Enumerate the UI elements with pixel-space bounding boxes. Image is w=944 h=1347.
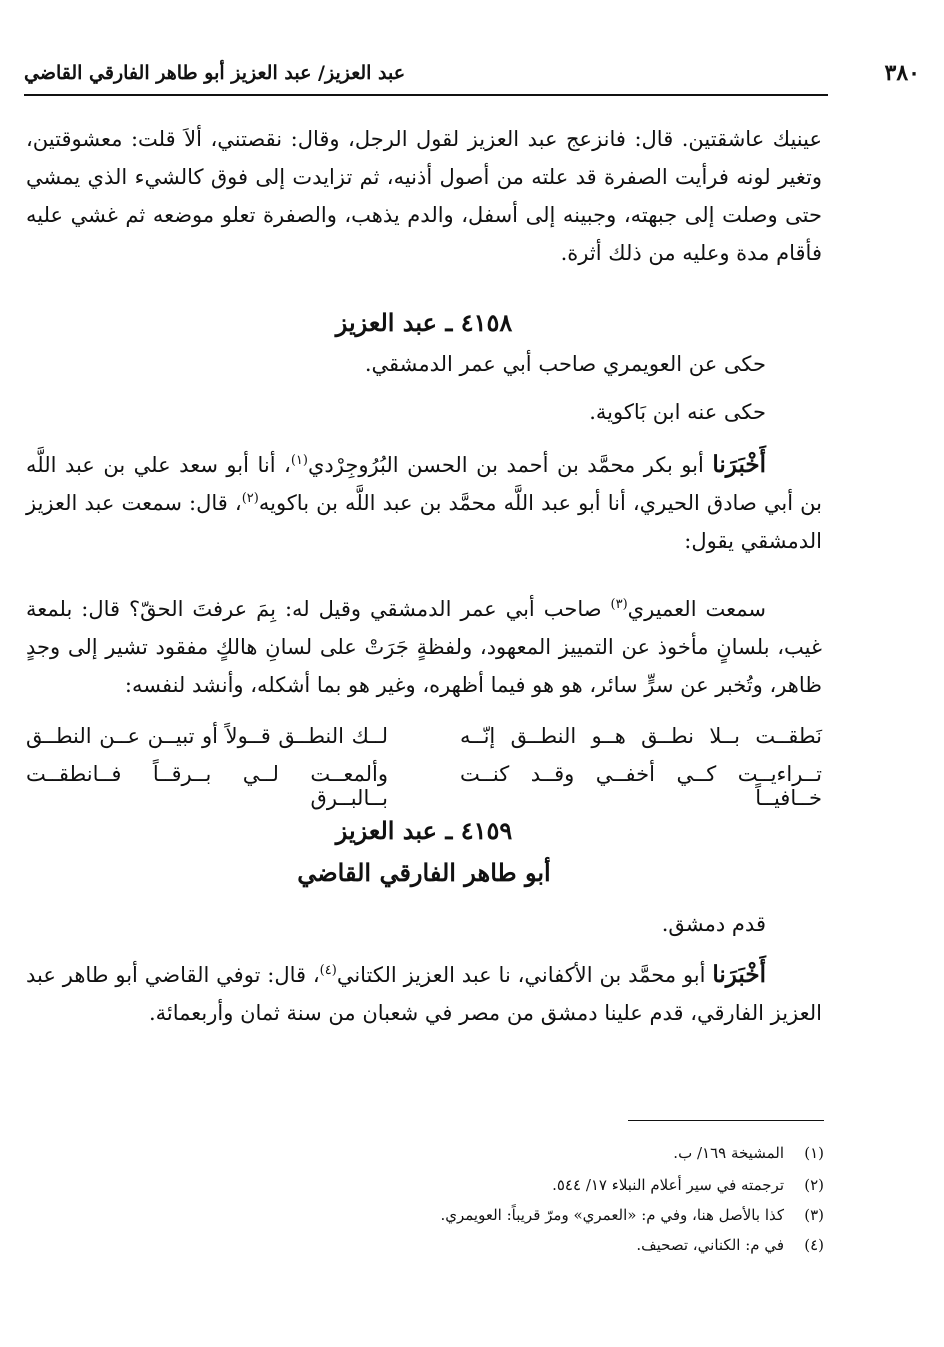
- report-text-a: سمعت العميري: [627, 597, 766, 621]
- entry-4159-isnad: [26, 956, 822, 1032]
- footnote-text: في م: الكناني، تصحيف.: [636, 1236, 784, 1254]
- intro-paragraph: عينيك عاشقتين. قال: فانزعج عبد العزيز لقول الرجل، وقال: نقصتني، ألاَ قلت: معشوقتين، وتغير لونه فرأيت الصفرة قد علته من أصول أذنيه، ثم تزايدت إلى فوق كالشيء الذي يمشي حتى وصلت إلى جبهته، وجبينه إلى أسفل، والدم يذهب، والصفرة تعلو موضعه ثم غشي عليه فأقام مدة وعليه من ذلك أثرة.: [26, 127, 822, 265]
- isnad-text-b: ، قال: توفي القاضي أبو طاهر عبد العزيز الفارقي، قدم علينا دمشق من مصر في شعبان من سنة ثمان وأربعمائة.: [26, 963, 822, 1025]
- isnad-text-a: أبو بكر محمَّد بن أحمد بن الحسن البُرُوجِرْدي: [307, 453, 713, 477]
- akhbarana-word: أَخْبَرَنا: [712, 961, 766, 988]
- entry-4159-subtitle: أبو طاهر الفارقي القاضي: [297, 858, 551, 887]
- footnote-text: كذا بالأصل هنا، وفي م: «العمري» ومرّ قريباً: العويمري.: [440, 1206, 784, 1224]
- entry-4158-line-2: حكى عنه ابن بَاكوية.: [589, 400, 766, 424]
- footnote-4: [200, 1236, 824, 1254]
- verse-2-second-hemistich: وألمعــت لــي بــرقــاً فــانطقــت بــالبــرق: [26, 762, 388, 810]
- entry-4159-line-1: قدم دمشق.: [661, 912, 766, 936]
- entry-4158-isnad: [26, 446, 822, 560]
- entry-4158-line-1: حكى عن العويمري صاحب أبي عمر الدمشقي.: [364, 352, 766, 376]
- footnote-text: المشيخة ١٦٩/ ب.: [673, 1144, 784, 1162]
- footnote-1: [200, 1144, 824, 1162]
- footnote-3: [200, 1206, 824, 1224]
- footnote-ref-2[interactable]: (٢): [241, 491, 259, 506]
- footnote-number: (٤): [804, 1236, 824, 1254]
- page-header: [24, 58, 920, 96]
- footnote-ref-4[interactable]: (٤): [319, 963, 337, 978]
- footnote-ref-3[interactable]: (٣): [610, 597, 628, 612]
- report-text-b: صاحب أبي عمر الدمشقي وقيل له: بِمَ عرفتَ الحقّ؟ قال: بلمعة غيب، بلسانٍ مأخوذ عن التمييز المعهود، ولفظةٍ جَرَتْ على لسانِ هالكٍ مفقود تشير إلى وجدٍ ظاهر، وتُخبر عن سرٍّ سائر، هو هو فيما أظهره، وغير هو بما أشكله، وأنشد لنفسه:: [26, 597, 822, 697]
- verse-2-first-hemistich: تــراءيــت كــي أخفــي وقــد كنــت خــافيــاً: [460, 762, 822, 810]
- isnad-text-a: أبو محمَّد بن الأكفاني، نا عبد العزيز الكتاني: [336, 963, 713, 987]
- footnote-divider: [628, 1120, 824, 1121]
- isnad-text-b: ، أنا أبو سعد علي بن عبد اللَّه بن أبي صادق الحيري، أنا أبو عبد اللَّه محمَّد بن عبد اللَّه بن باكويه: [26, 453, 822, 515]
- verse-1-second-hemistich: لــك النطــق قــولاً أو تبيــن عــن النطــق: [26, 724, 388, 748]
- entry-4159-title: ٤١٥٩ ـ عبد العزيز: [335, 816, 513, 845]
- verse-row-2: [26, 762, 822, 810]
- verse-row-1: [26, 724, 822, 758]
- isnad-text-c: ، قال: سمعت عبد العزيز الدمشقي يقول:: [26, 491, 822, 553]
- entry-4158-report: [26, 590, 822, 704]
- akhbarana-word: أَخْبَرَنا: [712, 451, 766, 478]
- footnote-number: (١): [804, 1144, 824, 1162]
- running-title: عبد العزيز/ عبد العزيز أبو طاهر الفارقي القاضي: [24, 62, 406, 84]
- footnote-2: [200, 1176, 824, 1194]
- footnote-number: (٣): [804, 1206, 824, 1224]
- footnote-text: ترجمته في سير أعلام النبلاء ١٧/ ٥٤٤.: [552, 1176, 784, 1194]
- entry-4158-title: ٤١٥٨ ـ عبد العزيز: [335, 308, 513, 337]
- footnote-ref-1[interactable]: (١): [290, 453, 308, 468]
- footnote-number: (٢): [804, 1176, 824, 1194]
- verse-1-first-hemistich: نَطقــت بــلا نطــق هــو النطــق إنّــه: [460, 724, 822, 748]
- page-number: ٣٨٠: [884, 60, 920, 86]
